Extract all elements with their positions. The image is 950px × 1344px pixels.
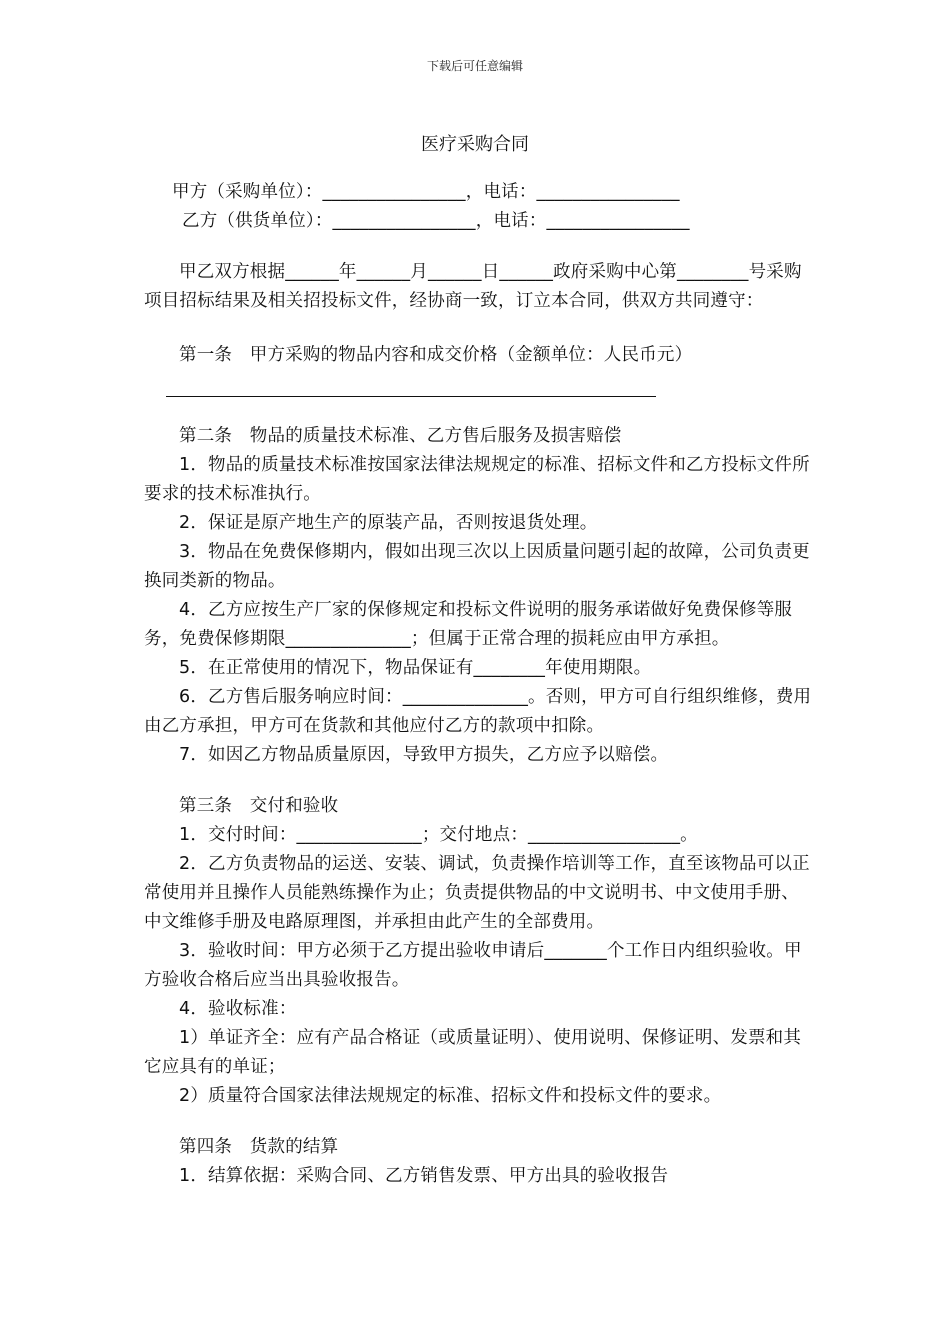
article2-item-3: 3．物品在免费保修期内，假如出现三次以上因质量问题引起的故障，公司负责更换同类新的物品。 <box>144 542 810 591</box>
article3-item-3: 3．验收时间：甲方必须于乙方提出验收申请后_______个工作日内组织验收。甲方验收合格后应当出具验收报告。 <box>144 941 802 990</box>
article2-item-6: 6．乙方售后服务响应时间：______________。否则，甲方可自行组织维修，费用由乙方承担，甲方可在货款和其他应付乙方的款项中扣除。 <box>144 687 812 736</box>
party-a-line: 甲方（采购单位）：________________，电话：________________ <box>172 182 680 202</box>
article3-item-1: 1．交付时间：______________；交付地点：_________________。 <box>179 825 698 845</box>
article3-item-6: 2）质量符合国家法律法规规定的标准、招标文件和投标文件的要求。 <box>179 1086 722 1106</box>
article1-heading: 第一条 甲方采购的物品内容和成交价格（金额单位：人民币元） <box>179 345 693 365</box>
header-note: 下载后可任意编辑 <box>426 59 523 73</box>
article2-heading: 第二条 物品的质量技术标准、乙方售后服务及损害赔偿 <box>179 426 622 446</box>
article2-item-4: 4．乙方应按生产厂家的保修规定和投标文件说明的服务承诺做好免费保修等服务，免费保修期限______________；但属于正常合理的损耗应由甲方承担。 <box>144 600 793 649</box>
article4-item-1: 1．结算依据：采购合同、乙方销售发票、甲方出具的验收报告 <box>179 1166 669 1186</box>
article2-item-2: 2．保证是原产地生产的原装产品，否则按退货处理。 <box>179 513 598 533</box>
article3-heading: 第三条 交付和验收 <box>179 796 339 816</box>
parties-block <box>172 178 812 236</box>
article2-item-5: 5．在正常使用的情况下，物品保证有________年使用期限。 <box>179 658 652 678</box>
contract-body <box>144 258 812 1191</box>
article3-item-2: 2．乙方负责物品的运送、安装、调试，负责操作培训等工作，直至该物品可以正常使用并且操作人员能熟练操作为止；负责提供物品的中文说明书、中文使用手册、中文维修手册及电路原理图，并承担由此产生的全部费用。 <box>144 854 810 932</box>
article2-item-7: 7．如因乙方物品质量原因，导致甲方损失，乙方应予以赔偿。 <box>179 745 669 765</box>
party-b-line: 乙方（供货单位）：________________，电话：________________ <box>182 211 690 231</box>
article2-item-1: 1．物品的质量技术标准按国家法律法规规定的标准、招标文件和乙方投标文件所要求的技术标准执行。 <box>144 455 810 504</box>
article4-heading: 第四条 货款的结算 <box>179 1137 339 1157</box>
preamble-paragraph: 甲乙双方根据______年______月______日______政府采购中心第________号采购项目招标结果及相关招投标文件，经协商一致，订立本合同，供双方共同遵守： <box>144 262 802 311</box>
article3-item-4: 4．验收标准： <box>179 999 297 1019</box>
document-title: 医疗采购合同 <box>421 134 529 155</box>
article3-item-5: 1）单证齐全：应有产品合格证（或质量证明）、使用说明、保修证明、发票和其它应具有的单证； <box>144 1028 802 1077</box>
